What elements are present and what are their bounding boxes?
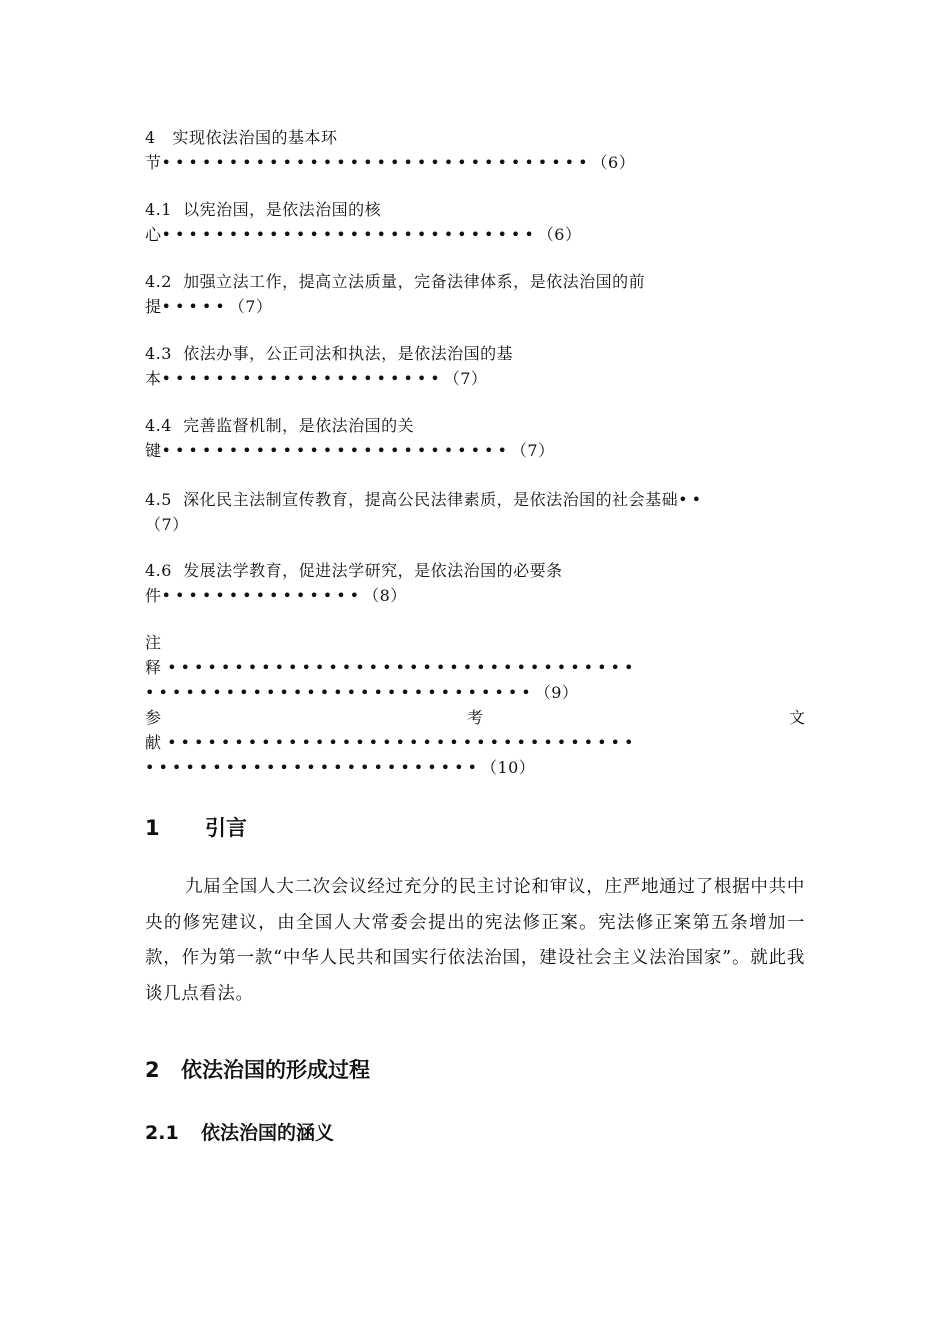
toc-title-cont: 键 <box>145 441 162 460</box>
toc-dot-leader: •••••••••••••••••••••••••• <box>161 441 511 460</box>
toc-entry-4-4-leader[interactable] <box>145 441 555 461</box>
toc-dot-leader: ••••••••••••••••••••••••••••• <box>145 683 535 702</box>
toc-dot-leader: •• <box>678 490 706 509</box>
toc-entry-4-1-leader[interactable] <box>145 225 581 245</box>
section-title: 依法治国的涵义 <box>201 1122 335 1144</box>
toc-refs-line-3[interactable] <box>145 758 535 778</box>
section-number: 1 <box>145 816 160 840</box>
toc-entry-4-title[interactable] <box>145 128 337 148</box>
toc-entry-4-2-title[interactable] <box>145 272 645 292</box>
toc-dot-leader: ••••• <box>161 297 229 316</box>
toc-title-cont: 节 <box>145 153 162 172</box>
toc-dot-leader: ••••••••••••••••••••••••• <box>145 758 481 777</box>
toc-entry-4-4-title[interactable] <box>145 416 414 436</box>
section-heading-2-1 <box>145 1121 334 1145</box>
toc-page: （6） <box>537 225 582 244</box>
toc-number: 4.5 <box>145 490 172 509</box>
toc-refs-line-1[interactable] <box>145 708 805 728</box>
toc-entry-4-1-title[interactable] <box>145 200 381 220</box>
toc-dot-leader: ••••••••••••••••••••••••••••••••••• <box>167 658 638 677</box>
toc-notes-line-3[interactable] <box>145 683 578 703</box>
toc-page: （9） <box>534 683 579 702</box>
toc-number: 4.1 <box>145 200 172 219</box>
toc-notes-char-1[interactable]: 注 <box>145 633 162 652</box>
toc-refs-line-2[interactable] <box>145 733 637 753</box>
toc-title-cont: 件 <box>145 586 162 605</box>
section-heading-1 <box>145 815 247 841</box>
toc-page: （7） <box>443 369 488 388</box>
toc-dot-leader: ••••••••••••••••••••••••••••••••••• <box>167 733 638 752</box>
toc-refs-char-3: 文 <box>788 708 805 727</box>
toc-title-cont: 本 <box>145 369 162 388</box>
toc-dot-leader: ••••••••••••••••••••• <box>161 369 444 388</box>
toc-page: （7） <box>510 441 555 460</box>
toc-entry-4-3-title[interactable] <box>145 344 513 364</box>
toc-page: （7） <box>145 515 189 534</box>
toc-title: 以宪治国，是依法治国的核 <box>183 200 382 219</box>
toc-notes-char-2: 释 <box>145 658 162 677</box>
toc-title: 依法办事，公正司法和执法，是依法治国的基 <box>183 344 514 363</box>
toc-entry-4-5-title[interactable] <box>145 490 705 510</box>
section-number: 2 <box>145 1058 160 1082</box>
toc-title: 深化民主法制宣传教育，提高公民法律素质，是依法治国的社会基础 <box>183 490 679 509</box>
toc-entry-4-5-page[interactable] <box>145 515 189 535</box>
toc-page: （8） <box>363 586 407 605</box>
toc-title: 完善监督机制，是依法治国的关 <box>183 416 415 435</box>
toc-page: （7） <box>228 297 273 316</box>
toc-refs-char-2: 考 <box>466 708 483 727</box>
toc-number: 4.6 <box>145 561 172 580</box>
toc-title: 发展法学教育，促进法学研究，是依法治国的必要条 <box>183 561 563 580</box>
toc-entry-4-2-leader[interactable] <box>145 297 272 317</box>
section-number: 2.1 <box>145 1122 179 1144</box>
toc-title-cont: 提 <box>145 297 162 316</box>
toc-title: 实现依法治国的基本环 <box>172 128 338 147</box>
toc-title-cont: 心 <box>145 225 162 244</box>
toc-dot-leader: •••••••••••••••••••••••••••• <box>161 225 538 244</box>
toc-entry-4-leader[interactable] <box>145 153 635 173</box>
toc-notes-line-2[interactable] <box>145 658 637 678</box>
toc-entry-4-3-leader[interactable] <box>145 369 487 389</box>
toc-number: 4 <box>145 128 156 147</box>
intro-paragraph: 九届全国人大二次会议经过充分的民主讨论和审议，庄严地通过了根据中共中央的修宪建议，由全国人大常委会提出的宪法修正案。宪法修正案第五条增加一款，作为第一款“中华人民共和国实行依法治国，建设社会主义法治国家”。就此我谈几点看法。 <box>145 877 805 1004</box>
toc-number: 4.3 <box>145 344 172 363</box>
section-title: 引言 <box>205 816 247 840</box>
toc-dot-leader: •••••••••••••••••••••••••••••••• <box>161 153 592 172</box>
section-heading-2 <box>145 1057 370 1083</box>
toc-entry-4-6-title[interactable] <box>145 561 563 581</box>
toc-number: 4.4 <box>145 416 172 435</box>
toc-dot-leader: ••••••••••••••• <box>161 586 364 605</box>
toc-page: （10） <box>480 758 536 777</box>
toc-title: 加强立法工作，提高立法质量，完备法律体系，是依法治国的前 <box>183 272 646 291</box>
toc-refs-char-4: 献 <box>145 733 162 752</box>
section-title: 依法治国的形成过程 <box>181 1058 370 1082</box>
toc-entry-4-6-leader[interactable] <box>145 586 407 606</box>
toc-refs-char-1: 参 <box>145 708 162 727</box>
toc-number: 4.2 <box>145 272 172 291</box>
toc-page: （6） <box>591 153 636 172</box>
